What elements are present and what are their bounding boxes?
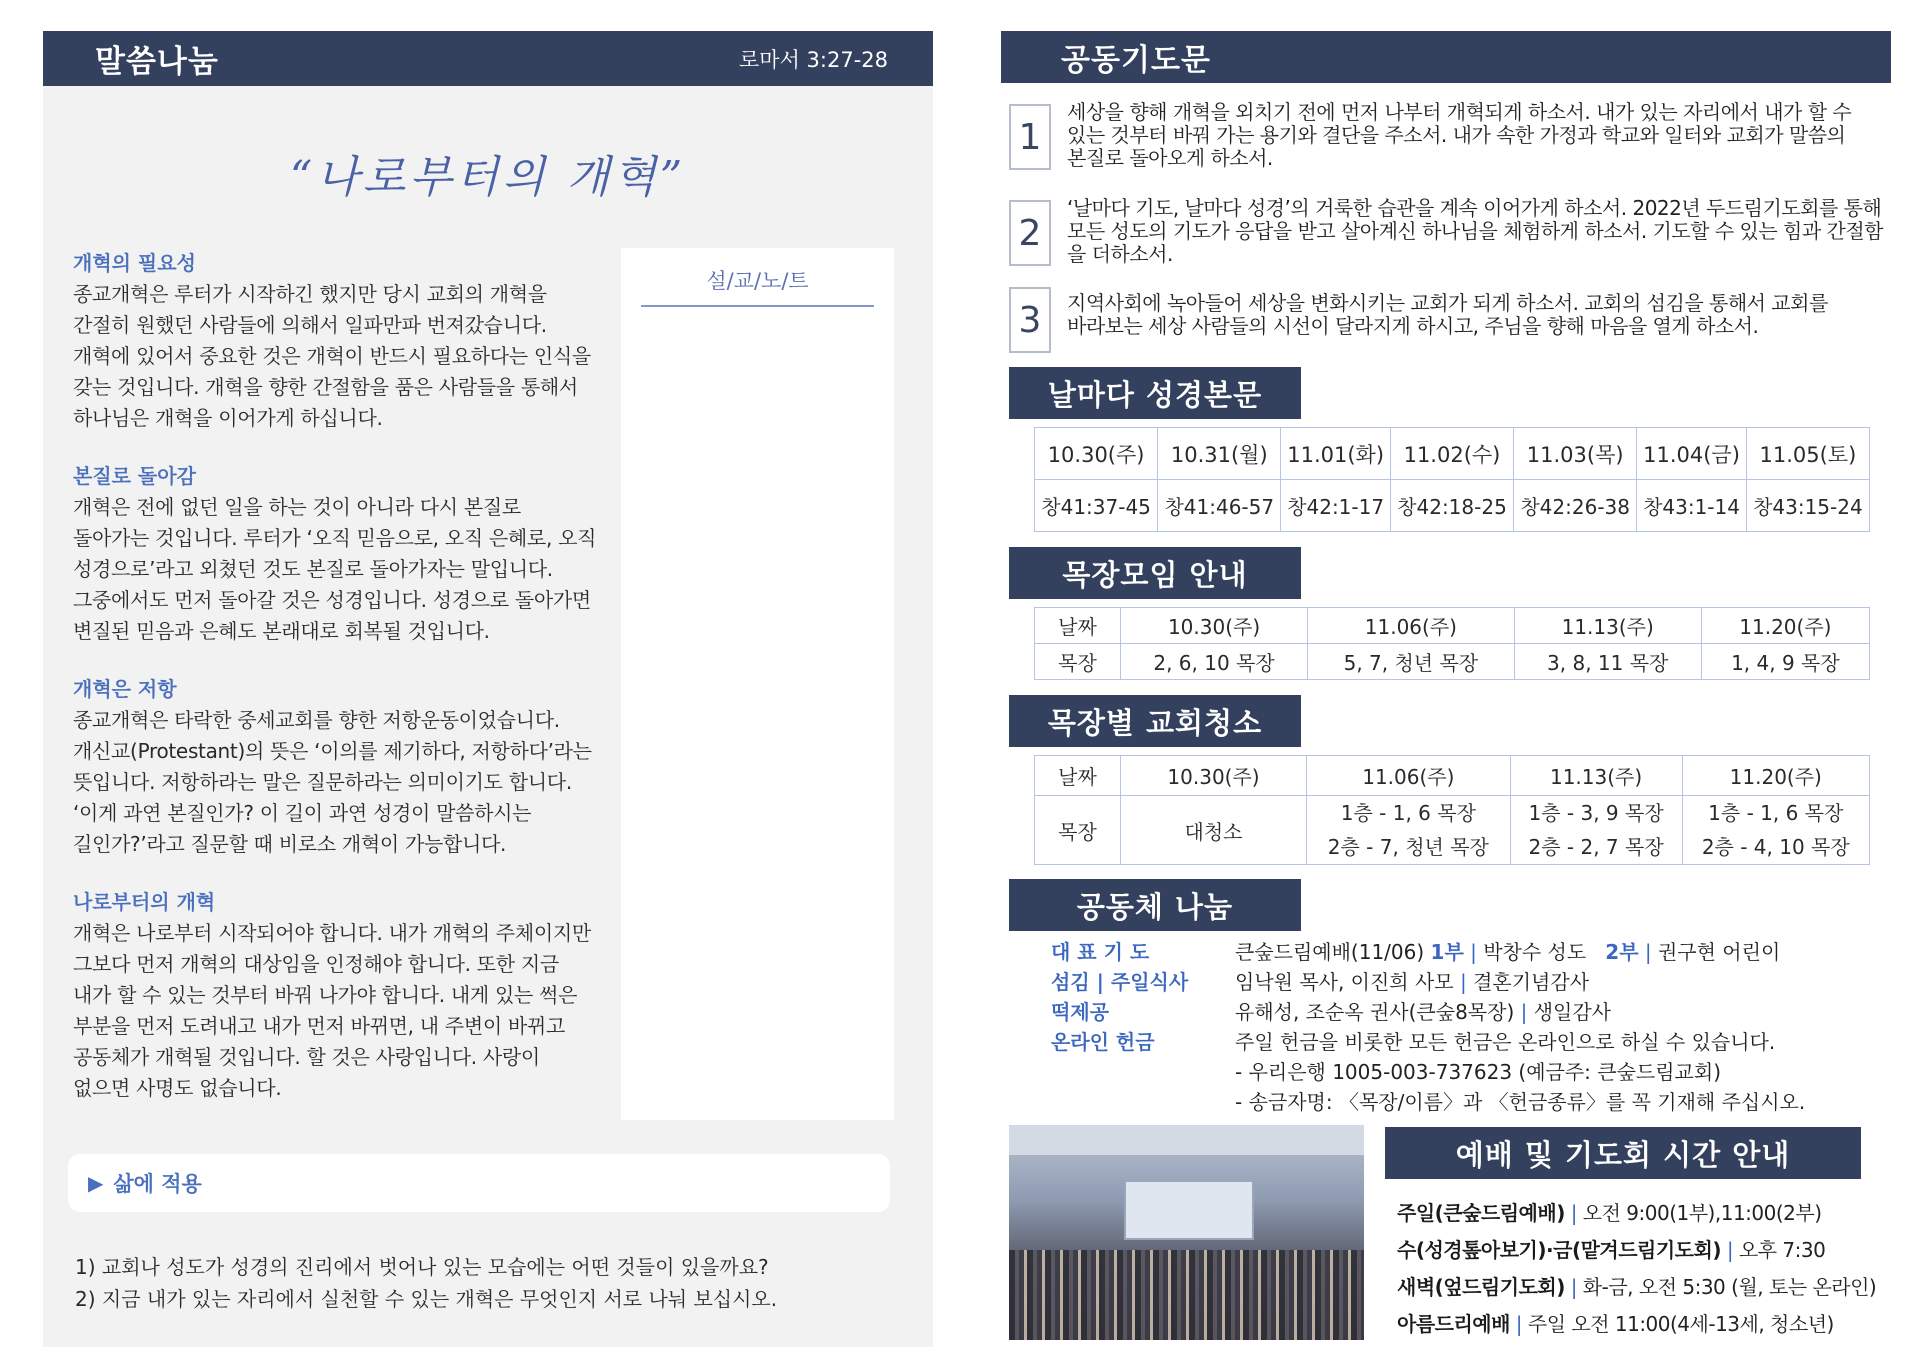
- section-line: 종교개혁은 타락한 중세교회를 향한 저항운동이었습니다.: [73, 708, 560, 732]
- prayer-item: [1009, 197, 1889, 266]
- cleaning-date: 10.30(주): [1121, 756, 1307, 796]
- reading-date: 10.30(주): [1035, 428, 1158, 480]
- section-line: 개혁에 있어서 중요한 것은 개혁이 반드시 필요하다는 인식을: [73, 344, 591, 368]
- reading-passage: 창41:46-57: [1158, 480, 1281, 532]
- worship-name: 새벽(엎드림기도회): [1397, 1275, 1565, 1299]
- bulletin-panel: [1001, 31, 1891, 1347]
- cleaning-floor: 1층 - 3, 9 목장: [1528, 801, 1664, 825]
- worship-time: 오후 7:30: [1738, 1238, 1826, 1262]
- notes-divider: [641, 305, 874, 307]
- worship-time: 화-금, 오전 5:30 (월, 토는 온라인): [1582, 1275, 1877, 1299]
- table-row: [1035, 428, 1870, 480]
- prayer-line: 바라보는 세상 사람들의 시선이 달라지게 하시고, 주님을 향해 마음을 열게 하소서.: [1067, 314, 1759, 338]
- meeting-group: 3, 8, 11 목장: [1514, 644, 1701, 680]
- separator: |: [1720, 1238, 1739, 1262]
- photo-ceiling: [1009, 1125, 1364, 1155]
- cleaning-group: [1682, 796, 1870, 865]
- prayer-number: 1: [1009, 104, 1051, 170]
- meeting-group: 5, 7, 청년 목장: [1308, 644, 1515, 680]
- cleaning-table: [1034, 755, 1870, 865]
- section-line: 그중에서도 먼저 돌아갈 것은 성경입니다. 성경으로 돌아가면: [73, 588, 591, 612]
- cleaning-floor: 2층 - 7, 청년 목장: [1327, 835, 1489, 859]
- worship-time: 오전 9:00(1부),11:00(2부): [1582, 1201, 1822, 1225]
- congregation-photo: [1009, 1125, 1364, 1340]
- section-line: 성경으로’라고 외쳤던 것도 본질로 돌아가자는 말입니다.: [73, 557, 553, 581]
- row-label: 날짜: [1035, 756, 1121, 796]
- prayer-header: [1001, 31, 1891, 83]
- cleaning-group: [1510, 796, 1682, 865]
- meeting-group: 1, 4, 9 목장: [1701, 644, 1869, 680]
- sermon-section: [73, 674, 633, 860]
- cleaning-group: 대청소: [1121, 796, 1307, 865]
- separator: |: [1514, 1000, 1534, 1024]
- prayer-text: [1067, 101, 1889, 170]
- prayer-line: 세상을 향해 개혁을 외치기 전에 먼저 나부터 개혁되게 하소서. 내가 있는 자리에서 내가 할 수: [1067, 100, 1852, 124]
- reading-passage: 창42:18-25: [1390, 480, 1513, 532]
- worship-row: [1397, 1269, 1887, 1306]
- cleaning-floor: 1층 - 1, 6 목장: [1708, 801, 1844, 825]
- prayer-line: 있는 것부터 바꿔 가는 용기와 결단을 주소서. 내가 속한 가정과 학교와 일터와 교회가 말씀의: [1067, 123, 1846, 147]
- sermon-title: “나로부터의 개혁”: [289, 152, 687, 203]
- prayer-item: [1009, 101, 1889, 170]
- worship-name: 아름드리예배: [1397, 1312, 1510, 1336]
- prayer-line: 지역사회에 녹아들어 세상을 변화시키는 교회가 되게 하소서. 교회의 섬김을 통해서 교회를: [1067, 291, 1828, 315]
- service-part: 1부: [1430, 940, 1464, 964]
- cleaning-group: [1307, 796, 1511, 865]
- section-line: 뜻입니다. 저항하라는 말은 질문하라는 의미이기도 합니다.: [73, 770, 572, 794]
- worship-row: [1397, 1195, 1887, 1232]
- meeting-date: 10.30(주): [1121, 608, 1308, 644]
- table-row: [1035, 796, 1870, 865]
- section-line: ‘이게 과연 본질인가? 이 길이 과연 성경이 말씀하시는: [73, 801, 532, 825]
- online-line: - 우리은행 1005-003-737623 (예금주: 큰숲드림교회): [1235, 1060, 1722, 1084]
- reading-date: 10.31(월): [1158, 428, 1281, 480]
- reading-passage: 창41:37-45: [1035, 480, 1158, 532]
- section-heading: 개혁은 저항: [73, 677, 177, 701]
- apply-label: 삶에 적용: [113, 1172, 202, 1196]
- reading-date: 11.05(토): [1746, 428, 1869, 480]
- table-row: [1035, 608, 1870, 644]
- table-row: [1035, 756, 1870, 796]
- table-row: [1035, 480, 1870, 532]
- cleaning-floor: 2층 - 4, 10 목장: [1701, 835, 1850, 859]
- prayer-leader: 박창수 성도: [1483, 940, 1587, 964]
- prayer-text: [1067, 197, 1889, 266]
- section-line: 하나님은 개혁을 이어가게 하십니다.: [73, 406, 383, 430]
- notes-label: 설/교/노/트: [706, 269, 809, 293]
- worship-row: [1397, 1232, 1887, 1269]
- meeting-date: 11.13(주): [1514, 608, 1701, 644]
- prayer-line: ‘날마다 기도, 날마다 성경’의 거룩한 습관을 계속 이어가게 하소서. 2022년 두드림기도회를 통해: [1067, 196, 1882, 220]
- community-info: [1051, 937, 1891, 1117]
- online-line: 주일 헌금을 비롯한 모든 헌금은 온라인으로 하실 수 있습니다.: [1235, 1030, 1776, 1054]
- application-questions: [75, 1251, 905, 1315]
- service-name: 큰숲드림예배(11/06): [1235, 940, 1425, 964]
- community-value: [1235, 1027, 1805, 1117]
- section-line: 내가 할 수 있는 것부터 바꿔 나가야 합니다. 내게 있는 썩은: [73, 983, 578, 1007]
- cleaning-date: 11.13(주): [1510, 756, 1682, 796]
- section-line: 길인가?’라고 질문할 때 비로소 개혁이 가능합니다.: [73, 832, 507, 856]
- sermon-panel-title: 말씀나눔: [95, 44, 219, 80]
- row-label: 목장: [1035, 796, 1121, 865]
- apply-box: [68, 1154, 890, 1212]
- section-line: 돌아가는 것입니다. 루터가 ‘오직 믿음으로, 오직 은혜로, 오직: [73, 526, 597, 550]
- row-label: 목장: [1035, 644, 1121, 680]
- worship-title: 예배 및 기도회 시간 안내: [1385, 1127, 1861, 1179]
- prayer-leader: 권구현 어린이: [1657, 940, 1781, 964]
- reading-passage: 창42:1-17: [1281, 480, 1391, 532]
- community-row: [1051, 937, 1891, 967]
- photo-screen: [1124, 1180, 1254, 1240]
- section-line: 그보다 먼저 개혁의 대상임을 인정해야 합니다. 또한 지금: [73, 952, 559, 976]
- section-line: 공동체가 개혁될 것입니다. 할 것은 사랑입니다. 사랑이: [73, 1045, 540, 1069]
- meeting-group: 2, 6, 10 목장: [1121, 644, 1308, 680]
- section-line: 종교개혁은 루터가 시작하긴 했지만 당시 교회의 개혁을: [73, 282, 547, 306]
- photo-crowd: [1009, 1250, 1364, 1340]
- triangle-right-icon: ▶: [88, 1171, 104, 1195]
- separator: |: [1564, 1201, 1583, 1225]
- separator: |: [1564, 1275, 1583, 1299]
- community-value: [1235, 997, 1611, 1027]
- reading-passage: 창43:15-24: [1746, 480, 1869, 532]
- separator: |: [1509, 1312, 1528, 1336]
- section-heading: 나로부터의 개혁: [73, 890, 216, 914]
- section-line: 개혁은 나로부터 시작되어야 합니다. 내가 개혁의 주체이지만: [73, 921, 591, 945]
- sermon-panel: [43, 31, 933, 1347]
- community-row: [1051, 997, 1891, 1027]
- scripture-reference: 로마서 3:27-28: [739, 47, 888, 72]
- sermon-section: [73, 887, 633, 1104]
- reading-passage: 창42:26-38: [1514, 480, 1637, 532]
- section-heading: 본질로 돌아감: [73, 464, 196, 488]
- online-line: - 송금자명: 〈목장/이름〉과 〈헌금종류〉를 꼭 기재해 주십시오.: [1235, 1090, 1806, 1114]
- sermon-text: [73, 248, 633, 1131]
- separator: |: [1638, 940, 1658, 964]
- worship-name: 주일(큰숲드림예배): [1397, 1201, 1565, 1225]
- prayer-line: 본질로 돌아오게 하소서.: [1067, 146, 1273, 170]
- row-label: 날짜: [1035, 608, 1121, 644]
- section-line: 없으면 사명도 없습니다.: [73, 1076, 282, 1100]
- community-row: [1051, 967, 1891, 997]
- prayer-title: 공동기도문: [1061, 43, 1211, 78]
- meeting-date: 11.20(주): [1701, 608, 1869, 644]
- prayer-number: 3: [1009, 287, 1051, 353]
- cleaning-date: 11.06(주): [1307, 756, 1511, 796]
- serve-reason: 결혼기념감사: [1473, 970, 1590, 994]
- community-value: [1235, 967, 1589, 997]
- section-line: 부분을 먼저 도려내고 내가 먼저 바뀌면, 내 주변이 바뀌고: [73, 1014, 565, 1038]
- sermon-section: [73, 461, 633, 647]
- community-key: 떡제공: [1051, 1000, 1109, 1024]
- cleaning-date: 11.20(주): [1682, 756, 1870, 796]
- cleaning-title: 목장별 교회청소: [1009, 695, 1301, 747]
- question: 1) 교회나 성도가 성경의 진리에서 벗어나 있는 모습에는 어떤 것들이 있을까요?: [75, 1255, 769, 1279]
- worship-time: 주일 오전 11:00(4세-13세, 청소년): [1527, 1312, 1834, 1336]
- community-key: 온라인 헌금: [1051, 1030, 1155, 1054]
- prayer-item: [1009, 284, 1889, 353]
- community-row: [1051, 1027, 1891, 1117]
- question: 2) 지금 내가 있는 자리에서 실천할 수 있는 개혁은 무엇인지 서로 나눠 보십시오.: [75, 1287, 778, 1311]
- separator: |: [1463, 940, 1484, 964]
- section-line: 갖는 것입니다. 개혁을 향한 간절함을 품은 사람들을 통해서: [73, 375, 578, 399]
- community-value: [1235, 937, 1780, 967]
- meeting-table: [1034, 607, 1870, 680]
- prayer-line: 을 더하소서.: [1067, 242, 1173, 266]
- community-title: 공동체 나눔: [1009, 879, 1301, 931]
- separator: |: [1453, 970, 1474, 994]
- sermon-notes-box: [621, 248, 894, 1120]
- provider-names: 유해성, 조순옥 권사(큰숲8목장): [1235, 1000, 1515, 1024]
- readings-table: [1034, 427, 1870, 532]
- section-line: 개신교(Protestant)의 뜻은 ‘이의를 제기하다, 저항하다’라는: [73, 739, 592, 763]
- prayer-number: 2: [1009, 200, 1051, 266]
- section-heading: 개혁의 필요성: [73, 251, 196, 275]
- meeting-title: 목장모임 안내: [1009, 547, 1301, 599]
- reading-date: 11.04(금): [1637, 428, 1747, 480]
- section-line: 변질된 믿음과 은혜도 본래대로 회복될 것입니다.: [73, 619, 490, 643]
- section-line: 간절히 원했던 사람들에 의해서 일파만파 번져갔습니다.: [73, 313, 547, 337]
- cleaning-floor: 2층 - 2, 7 목장: [1528, 835, 1664, 859]
- prayer-line: 모든 성도의 기도가 응답을 받고 살아계신 하나님을 체험하게 하소서. 기도할 수 있는 힘과 간절함: [1067, 219, 1883, 243]
- reading-passage: 창43:1-14: [1637, 480, 1747, 532]
- sermon-header: [43, 31, 933, 86]
- cleaning-floor: 1층 - 1, 6 목장: [1340, 801, 1476, 825]
- worship-row: [1397, 1306, 1887, 1343]
- reading-date: 11.02(수): [1390, 428, 1513, 480]
- worship-name: 수(성경톺아보기)·금(맡겨드림기도회): [1397, 1238, 1721, 1262]
- section-line: 개혁은 전에 없던 일을 하는 것이 아니라 다시 본질로: [73, 495, 521, 519]
- provide-reason: 생일감사: [1533, 1000, 1611, 1024]
- worship-times: [1397, 1195, 1887, 1343]
- meeting-date: 11.06(주): [1308, 608, 1515, 644]
- community-key: 섬김 | 주일식사: [1051, 970, 1189, 994]
- service-part: 2부: [1605, 940, 1639, 964]
- community-key: 대 표 기 도: [1051, 940, 1150, 964]
- server-names: 임낙원 목사, 이진희 사모: [1235, 970, 1454, 994]
- prayer-text: [1067, 284, 1889, 353]
- reading-date: 11.03(목): [1514, 428, 1637, 480]
- sermon-section: [73, 248, 633, 434]
- readings-title: 날마다 성경본문: [1009, 367, 1301, 419]
- table-row: [1035, 644, 1870, 680]
- reading-date: 11.01(화): [1281, 428, 1391, 480]
